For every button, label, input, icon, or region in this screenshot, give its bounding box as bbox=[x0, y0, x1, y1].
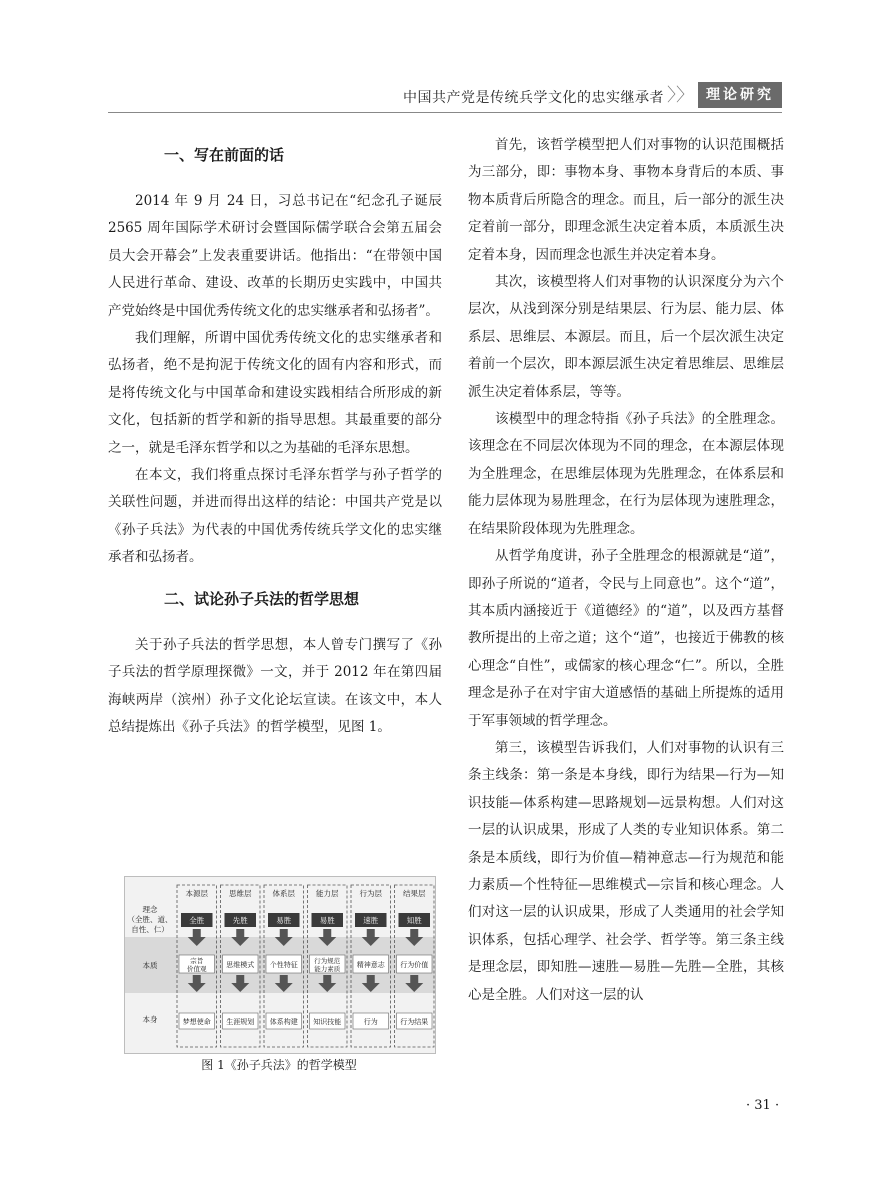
down-arrow-icon bbox=[367, 975, 375, 983]
essence-label: 宗旨 bbox=[190, 957, 204, 965]
paragraph: 关于孙子兵法的哲学思想，本人曾专门撰写了《孙子兵法的哲学原理探微》一文，并于 2012 年在第四届海峡两岸（滨州）孙子文化论坛宣读。在该文中，本人总结提炼出《孙子兵法》的哲学模型，见图 1。 bbox=[108, 636, 442, 735]
paragraph: 该模型中的理念特指《孙子兵法》的全胜理念。该理念在不同层次体现为不同的理念，在本源层体现为全胜理念，在思维层体现为先胜理念，在体系层和能力层体现为易胜理念，在行为层体现为速胜理念，在结果阶段体现为先胜理念。 bbox=[468, 411, 784, 537]
down-arrow-icon bbox=[193, 975, 201, 983]
down-arrow-icon bbox=[323, 929, 331, 937]
down-arrow-icon bbox=[410, 975, 418, 983]
running-title: 中国共产党是传统兵学文化的忠实继承者 bbox=[403, 90, 664, 106]
paragraph: 在本文，我们将重点探讨毛泽东哲学与孙子哲学的关联性问题，并进而得出这样的结论：中国共产党是以《孙子兵法》为代表的中国优秀传统兵学文化的忠实继承者和弘扬者。 bbox=[108, 467, 442, 566]
column-header: 行为层 bbox=[359, 889, 382, 898]
down-arrow-icon bbox=[236, 929, 244, 937]
row-label: 自性、仁） bbox=[131, 925, 169, 934]
entity-label: 体系构建 bbox=[269, 1018, 298, 1026]
down-arrow-icon bbox=[236, 975, 244, 983]
concept-label: 易胜 bbox=[276, 916, 292, 925]
figure-caption: 图 1《孙子兵法》的哲学模型 bbox=[201, 1058, 357, 1072]
column-header: 本源层 bbox=[185, 889, 208, 898]
column-header: 思维层 bbox=[229, 889, 252, 898]
row-label: 理念 bbox=[142, 905, 158, 914]
page-number: · 31 · bbox=[746, 1098, 780, 1113]
essence-label: 行为价值 bbox=[400, 961, 429, 969]
model-diagram bbox=[125, 877, 435, 1053]
running-header bbox=[390, 82, 782, 112]
paragraph: 2014 年 9 月 24 日，习总书记在“纪念孔子诞辰 2565 周年国际学术研讨会暨国际儒学联合会第五届会员大会开幕会”上发表重要讲话。他指出：“在带领中国人民进行革命、建设、改革的长期历史实践中，中国共产党始终是中国优秀传统文化的忠实继承者和弘扬者”。 bbox=[108, 193, 442, 319]
down-arrow-icon bbox=[280, 975, 288, 983]
concept-label: 先胜 bbox=[232, 916, 248, 925]
essence-label: 行为规范 bbox=[314, 957, 341, 965]
figure-philosophy-model bbox=[124, 876, 436, 1054]
section-heading-1: 一、写在前面的话 bbox=[164, 146, 285, 164]
essence-label: 价值观 bbox=[187, 965, 207, 973]
essence-label: 精神意志 bbox=[356, 961, 385, 969]
entity-label: 行为结果 bbox=[400, 1018, 429, 1026]
paragraph: 首先，该哲学模型把人们对事物的认识范围概括为三部分，即：事物本身、事物本身背后的本质、事物本质背后所隐含的理念。而且，后一部分的派生决定着前一部分，即理念派生决定着本质，本质派生决定着本身，因而理念也派生并决定着本身。 bbox=[468, 137, 784, 263]
entity-label: 知识技能 bbox=[313, 1018, 342, 1026]
paragraph: 第三，该模型告诉我们，人们对事物的认识有三条主线条：第一条是本身线，即行为结果—行为—知识技能—体系构建—思路规划—远景构想。人们对这一层的认识成果，形成了人类的专业知识体系。第二条是本质线，即行为价值—精神意志—行为规范和能力素质—个性特征—思维模式—宗旨和核心理念。人们对这一层的认识成果，形成了人类通用的社会学知识体系，包括心理学、社会学、哲学等。第三条主线是理念层，即知胜—速胜—易胜—先胜—全胜，其核心是全胜。人们对这一层的认 bbox=[468, 739, 784, 1003]
paragraph: 其次，该模型将人们对事物的认识深度分为六个层次，从浅到深分别是结果层、行为层、能力层、体系层、思维层、本源层。而且，后一个层次派生决定着前一个层次，即本源层派生决定着思维层、思维层派生决定着体系层，等等。 bbox=[468, 274, 784, 400]
row-label: 本质 bbox=[142, 961, 158, 970]
row-label: 本身 bbox=[142, 1015, 158, 1024]
paragraph: 从哲学角度讲，孙子全胜理念的根源就是“道”，即孙子所说的“道者，令民与上同意也”。这个“道”，其本质内涵接近于《道德经》的“道”，以及西方基督教所提出的上帝之道；这个“道”，也接近于佛教的核心理念“自性”，或儒家的核心理念“仁”。所以，全胜理念是孙子在对宇宙大道感悟的基础上所提炼的适用于军事领域的哲学理念。 bbox=[468, 548, 784, 729]
header-divider bbox=[108, 112, 782, 113]
down-arrow-icon bbox=[323, 975, 331, 983]
column-header: 体系层 bbox=[272, 889, 295, 898]
down-arrow-icon bbox=[280, 929, 288, 937]
section-badge: 理论研究 bbox=[698, 82, 782, 108]
column-header: 结果层 bbox=[403, 889, 426, 898]
essence-label: 个性特征 bbox=[269, 961, 298, 969]
paragraph: 我们理解，所谓中国优秀传统文化的忠实继承者和弘扬者，绝不是拘泥于传统文化的固有内容和形式，而是将传统文化与中国革命和建设实践相结合所形成的新文化，包括新的哲学和新的指导思想。其最重要的部分之一，就是毛泽东哲学和以之为基础的毛泽东思想。 bbox=[108, 330, 442, 456]
row-label: （全胜、道、 bbox=[127, 915, 173, 924]
entity-label: 梦想使命 bbox=[182, 1018, 211, 1026]
concept-label: 知胜 bbox=[406, 916, 422, 925]
down-arrow-icon bbox=[193, 929, 201, 937]
concept-label: 速胜 bbox=[363, 916, 379, 925]
concept-label: 全胜 bbox=[189, 916, 205, 925]
right-column bbox=[468, 132, 784, 1009]
left-column bbox=[108, 138, 442, 741]
entity-label: 生涯规划 bbox=[226, 1018, 255, 1026]
essence-label: 能力素质 bbox=[314, 965, 341, 973]
entity-label: 行为 bbox=[363, 1018, 378, 1026]
column-header: 能力层 bbox=[316, 889, 339, 898]
down-arrow-icon bbox=[410, 929, 418, 937]
concept-label: 易胜 bbox=[319, 916, 335, 925]
down-arrow-icon bbox=[367, 929, 375, 937]
essence-label: 思维模式 bbox=[226, 961, 255, 969]
double-chevron-icon: 〉〉 bbox=[667, 85, 694, 106]
section-heading-2: 二、试论孙子兵法的哲学思想 bbox=[164, 589, 360, 608]
